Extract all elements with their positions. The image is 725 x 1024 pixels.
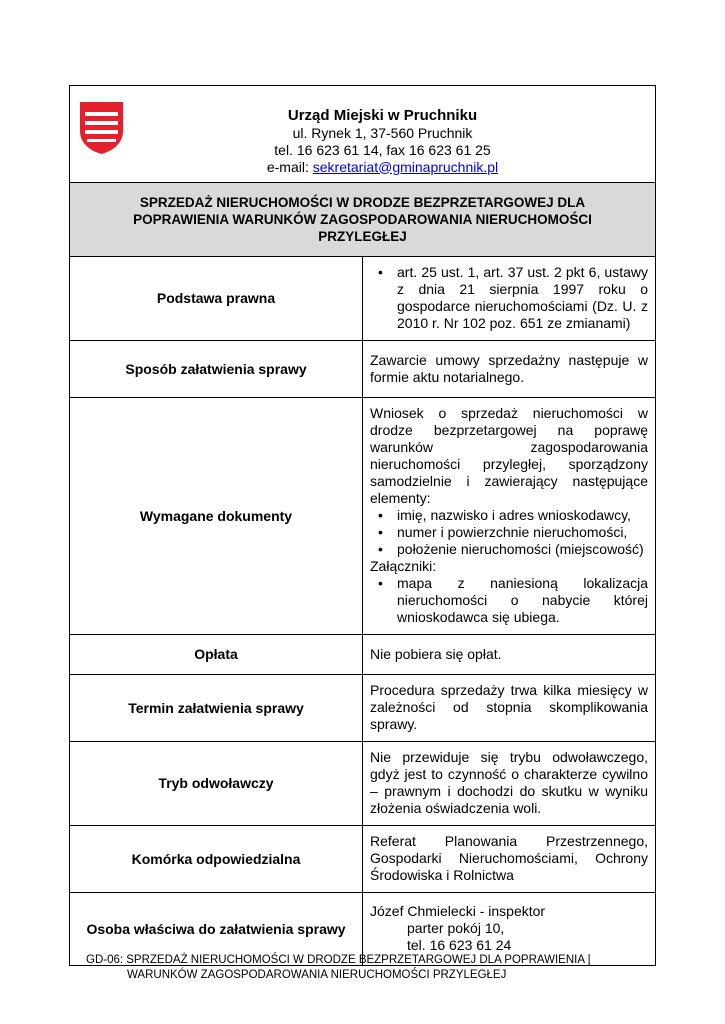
coat-of-arms-icon — [79, 101, 124, 155]
office-address: ul. Rynek 1, 37-560 Pruchnik — [292, 124, 473, 141]
person-room: parter pokój 10, — [407, 920, 505, 936]
list-item: • art. 25 ust. 1, art. 37 ust. 2 pkt 6, ustawy z dnia 21 sierpnia 1997 roku o gospodarce nieruchomościami (Dz. U. z 2010 r. Nr 102 poz. 651 ze zmianami) — [397, 264, 648, 332]
row-label: Podstawa prawna — [70, 257, 363, 341]
row-fee — [70, 635, 656, 675]
row-value: Procedura sprzedaży trwa kilka miesięcy w zależności od stopnia skomplikowania sprawy. — [363, 675, 656, 742]
page-footer — [86, 953, 591, 983]
row-value — [363, 398, 656, 635]
row-unit — [70, 826, 656, 893]
office-name: Urząd Miejski w Pruchniku — [287, 106, 478, 124]
procedure-title-line: POPRAWIENIA WARUNKÓW ZAGOSPODAROWANIA NIERUCHOMOŚCI — [133, 212, 592, 227]
footer-line: GD-06: SPRZEDAŻ NIERUCHOMOŚCI W DRODZE BEZPRZETARGOWEJ DLA POPRAWIENIA | — [86, 954, 591, 966]
attachments-label: Załączniki: — [370, 558, 437, 574]
list-item: • mapa z naniesioną lokalizacja nieruchomości o nabycie której wnioskodawca się ubiega. — [397, 575, 648, 626]
office-phone: tel. 16 623 61 14, fax 16 623 61 25 — [274, 141, 491, 158]
row-documents — [70, 398, 656, 635]
row-deadline — [70, 675, 656, 742]
documents-intro: Wniosek o sprzedaż nieruchomości w drodze bezprzetargowej na poprawę warunków zagospodarowania nieruchomości przyległej, sporządzony samodzielnie i zawierający następujące elementy: — [370, 405, 648, 506]
procedure-card — [69, 85, 656, 966]
person-name: Józef Chmielecki - inspektor — [370, 903, 546, 919]
row-appeal — [70, 742, 656, 826]
row-label: Tryb odwoławczy — [70, 742, 363, 826]
row-label: Opłata — [70, 635, 363, 675]
row-value — [363, 257, 656, 341]
row-method — [70, 341, 656, 398]
procedure-title-line: SPRZEDAŻ NIERUCHOMOŚCI W DRODZE BEZPRZETARGOWEJ DLA — [139, 195, 586, 210]
office-email-line — [110, 159, 655, 176]
list-item: • numer i powierzchnie nieruchomości, — [397, 524, 648, 541]
row-label: Osoba właściwa do załatwienia sprawy — [70, 893, 363, 966]
row-label: Wymagane dokumenty — [70, 398, 363, 635]
procedure-title-line: PRZYLEGŁEJ — [318, 229, 407, 244]
procedure-table — [69, 85, 656, 966]
footer-line: WARUNKÓW ZAGOSPODAROWANIA NIERUCHOMOŚCI PRZYLEGŁEJ — [127, 969, 507, 981]
email-link[interactable]: sekretariat@gminapruchnik.pl — [312, 158, 499, 175]
list-item: • imię, nazwisko i adres wnioskodawcy, — [397, 507, 648, 524]
email-label: e-mail: — [266, 158, 313, 175]
procedure-title — [70, 183, 656, 257]
row-value: Zawarcie umowy sprzedażny następuje w formie aktu notarialnego. — [363, 341, 656, 398]
person-phone: tel. 16 623 61 24 — [407, 937, 512, 953]
row-legal-basis — [70, 257, 656, 341]
row-value: Nie pobiera się opłat. — [363, 635, 656, 675]
office-header — [70, 86, 656, 183]
row-label: Komórka odpowiedzialna — [70, 826, 363, 893]
row-label: Termin załatwienia sprawy — [70, 675, 363, 742]
row-label: Sposób załatwienia sprawy — [70, 341, 363, 398]
row-value: Referat Planowania Przestrzennego, Gospodarki Nieruchomościami, Ochrony Środowiska i Rolnictwa — [363, 826, 656, 893]
list-item: • położenie nieruchomości (miejscowość) — [397, 541, 648, 558]
row-value: Nie przewiduje się trybu odwoławczego, gdyż jest to czynność o charakterze cywilno – prawnym i dochodzi do skutku w wyniku złożenia oświadczenia woli. — [363, 742, 656, 826]
